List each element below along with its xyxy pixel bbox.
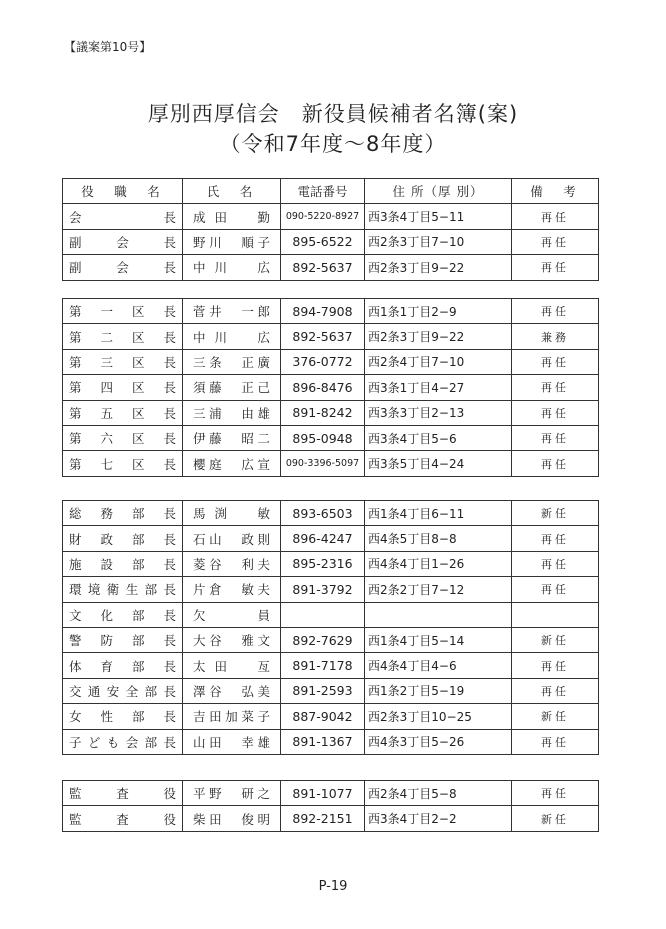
address-cell: 西4条4丁目1−26 bbox=[365, 551, 512, 576]
name-cell: 石山 政則 bbox=[183, 526, 281, 551]
table-row bbox=[63, 451, 599, 476]
phone-cell: 891-1077 bbox=[281, 781, 365, 806]
role-cell: 第七区長 bbox=[63, 451, 183, 476]
name-cell: 中川 広 bbox=[183, 255, 281, 280]
role-cell: 第六区長 bbox=[63, 425, 183, 450]
document-title: 厚別西厚信会 新役員候補者名簿(案) bbox=[147, 102, 519, 126]
address-cell: 西4条5丁目8−8 bbox=[365, 526, 512, 551]
header-address: 住 所（厚 別） bbox=[365, 179, 512, 204]
remarks-cell: 再任 bbox=[512, 678, 599, 703]
remarks-cell: 再任 bbox=[512, 229, 599, 254]
table-row bbox=[63, 602, 599, 627]
role-cell: 環境衛生部長 bbox=[63, 577, 183, 602]
phone-cell: 896-8476 bbox=[281, 375, 365, 400]
phone-cell: 891-7178 bbox=[281, 653, 365, 678]
table-row bbox=[63, 781, 599, 806]
table-row bbox=[63, 551, 599, 576]
role-cell: 子ども会部長 bbox=[63, 729, 183, 754]
address-cell: 西1条4丁目6−11 bbox=[365, 501, 512, 526]
table-row bbox=[63, 255, 599, 280]
header-row bbox=[63, 179, 599, 204]
name-cell: 片倉 敏夫 bbox=[183, 577, 281, 602]
table-row bbox=[63, 627, 599, 652]
agenda-number-tag: 【議案第10号】 bbox=[64, 40, 152, 54]
phone-cell: 895-0948 bbox=[281, 425, 365, 450]
table-row bbox=[63, 653, 599, 678]
address-cell: 西3条1丁目4−27 bbox=[365, 375, 512, 400]
header-name: 氏 名 bbox=[183, 179, 281, 204]
table-row bbox=[63, 704, 599, 729]
name-cell: 須藤 正己 bbox=[183, 375, 281, 400]
table-row bbox=[63, 324, 599, 349]
address-cell: 西2条3丁目9−22 bbox=[365, 255, 512, 280]
name-cell: 成田 勤 bbox=[183, 204, 281, 229]
address-cell: 西3条4丁目5−11 bbox=[365, 204, 512, 229]
table-row bbox=[63, 375, 599, 400]
name-cell: 太田 亙 bbox=[183, 653, 281, 678]
phone-cell: 090-5220-8927 bbox=[281, 204, 365, 229]
role-cell: 監査役 bbox=[63, 806, 183, 831]
role-cell: 副会長 bbox=[63, 229, 183, 254]
address-cell: 西1条2丁目5−19 bbox=[365, 678, 512, 703]
name-cell: 山田 幸雄 bbox=[183, 729, 281, 754]
address-cell: 西3条3丁目2−13 bbox=[365, 400, 512, 425]
name-cell: 平野 研之 bbox=[183, 781, 281, 806]
phone-cell: 892-7629 bbox=[281, 627, 365, 652]
phone-cell: 891-1367 bbox=[281, 729, 365, 754]
remarks-cell: 再任 bbox=[512, 781, 599, 806]
table-row bbox=[63, 299, 599, 324]
table-row bbox=[63, 526, 599, 551]
phone-cell: 894-7908 bbox=[281, 299, 365, 324]
phone-cell: 891-8242 bbox=[281, 400, 365, 425]
header-remarks: 備 考 bbox=[512, 179, 599, 204]
table-row bbox=[63, 577, 599, 602]
phone-cell: 090-3396-5097 bbox=[281, 451, 365, 476]
role-cell: 体育部長 bbox=[63, 653, 183, 678]
address-cell: 西2条4丁目5−8 bbox=[365, 781, 512, 806]
remarks-cell: 再任 bbox=[512, 349, 599, 374]
table-row bbox=[63, 229, 599, 254]
name-cell: 菱谷 利夫 bbox=[183, 551, 281, 576]
district-heads-table bbox=[62, 298, 599, 477]
name-cell: 柴田 俊明 bbox=[183, 806, 281, 831]
table-row bbox=[63, 425, 599, 450]
phone-cell: 891-2593 bbox=[281, 678, 365, 703]
table-row bbox=[63, 349, 599, 374]
role-cell: 第五区長 bbox=[63, 400, 183, 425]
department-heads-table bbox=[62, 500, 599, 755]
phone-cell: 892-2151 bbox=[281, 806, 365, 831]
remarks-cell: 再任 bbox=[512, 526, 599, 551]
name-cell: 馬渕 敏 bbox=[183, 501, 281, 526]
name-cell: 菅井 一郎 bbox=[183, 299, 281, 324]
name-cell: 欠 員 bbox=[183, 602, 281, 627]
remarks-cell: 兼務 bbox=[512, 324, 599, 349]
remarks-cell: 新任 bbox=[512, 501, 599, 526]
remarks-cell bbox=[512, 602, 599, 627]
remarks-cell: 再任 bbox=[512, 255, 599, 280]
table-row bbox=[63, 400, 599, 425]
table-row bbox=[63, 806, 599, 831]
auditors-table bbox=[62, 780, 599, 832]
name-cell: 吉田加菜子 bbox=[183, 704, 281, 729]
role-cell: 女性部長 bbox=[63, 704, 183, 729]
role-cell: 会長 bbox=[63, 204, 183, 229]
address-cell: 西1条4丁目5−14 bbox=[365, 627, 512, 652]
remarks-cell: 再任 bbox=[512, 425, 599, 450]
role-cell: 監査役 bbox=[63, 781, 183, 806]
remarks-cell: 新任 bbox=[512, 806, 599, 831]
role-cell: 総務部長 bbox=[63, 501, 183, 526]
phone-cell: 891-3792 bbox=[281, 577, 365, 602]
header-phone: 電話番号 bbox=[281, 179, 365, 204]
address-cell: 西4条4丁目4−6 bbox=[365, 653, 512, 678]
address-cell: 西2条4丁目7−10 bbox=[365, 349, 512, 374]
address-cell: 西3条4丁目2−2 bbox=[365, 806, 512, 831]
role-cell: 警防部長 bbox=[63, 627, 183, 652]
phone-cell: 896-4247 bbox=[281, 526, 365, 551]
document-subtitle-fiscal-years: （令和7年度～8年度） bbox=[219, 132, 447, 156]
remarks-cell: 再任 bbox=[512, 204, 599, 229]
officers-table bbox=[62, 178, 599, 281]
address-cell bbox=[365, 602, 512, 627]
remarks-cell: 再任 bbox=[512, 451, 599, 476]
name-cell: 野川 順子 bbox=[183, 229, 281, 254]
page-number: P-19 bbox=[318, 879, 348, 894]
remarks-cell: 再任 bbox=[512, 577, 599, 602]
role-cell: 文化部長 bbox=[63, 602, 183, 627]
phone-cell: 893-6503 bbox=[281, 501, 365, 526]
role-cell: 第一区長 bbox=[63, 299, 183, 324]
table-row bbox=[63, 678, 599, 703]
role-cell: 施設部長 bbox=[63, 551, 183, 576]
remarks-cell: 新任 bbox=[512, 627, 599, 652]
header-role: 役 職 名 bbox=[63, 179, 183, 204]
table-row bbox=[63, 204, 599, 229]
name-cell: 櫻庭 広宣 bbox=[183, 451, 281, 476]
remarks-cell: 再任 bbox=[512, 729, 599, 754]
role-cell: 第四区長 bbox=[63, 375, 183, 400]
remarks-cell: 再任 bbox=[512, 400, 599, 425]
address-cell: 西2条2丁目7−12 bbox=[365, 577, 512, 602]
phone-cell: 895-6522 bbox=[281, 229, 365, 254]
address-cell: 西2条3丁目10−25 bbox=[365, 704, 512, 729]
remarks-cell: 再任 bbox=[512, 653, 599, 678]
role-cell: 副会長 bbox=[63, 255, 183, 280]
address-cell: 西3条4丁目5−6 bbox=[365, 425, 512, 450]
name-cell: 中川 広 bbox=[183, 324, 281, 349]
table-row bbox=[63, 729, 599, 754]
table-row bbox=[63, 501, 599, 526]
role-cell: 第二区長 bbox=[63, 324, 183, 349]
address-cell: 西3条5丁目4−24 bbox=[365, 451, 512, 476]
phone-cell: 892-5637 bbox=[281, 255, 365, 280]
phone-cell: 376-0772 bbox=[281, 349, 365, 374]
phone-cell bbox=[281, 602, 365, 627]
name-cell: 大谷 雅文 bbox=[183, 627, 281, 652]
address-cell: 西1条1丁目2−9 bbox=[365, 299, 512, 324]
phone-cell: 895-2316 bbox=[281, 551, 365, 576]
name-cell: 伊藤 昭二 bbox=[183, 425, 281, 450]
address-cell: 西2条3丁目7−10 bbox=[365, 229, 512, 254]
remarks-cell: 再任 bbox=[512, 299, 599, 324]
phone-cell: 892-5637 bbox=[281, 324, 365, 349]
phone-cell: 887-9042 bbox=[281, 704, 365, 729]
remarks-cell: 新任 bbox=[512, 704, 599, 729]
address-cell: 西2条3丁目9−22 bbox=[365, 324, 512, 349]
address-cell: 西4条3丁目5−26 bbox=[365, 729, 512, 754]
remarks-cell: 再任 bbox=[512, 375, 599, 400]
name-cell: 三条 正廣 bbox=[183, 349, 281, 374]
role-cell: 財政部長 bbox=[63, 526, 183, 551]
role-cell: 第三区長 bbox=[63, 349, 183, 374]
role-cell: 交通安全部長 bbox=[63, 678, 183, 703]
remarks-cell: 再任 bbox=[512, 551, 599, 576]
name-cell: 三浦 由雄 bbox=[183, 400, 281, 425]
name-cell: 澤谷 弘美 bbox=[183, 678, 281, 703]
